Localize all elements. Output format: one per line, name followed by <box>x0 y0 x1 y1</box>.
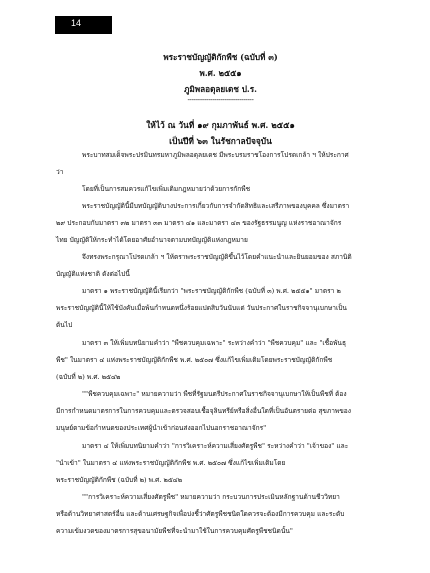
text-line: "นำเข้า" ในมาตรา ๔ แห่งพระราชบัญญัติกักพืช พ.ศ. ๒๕๐๗ ซึ่งแก้ไขเพิ่มเติมโดย <box>56 459 286 467</box>
text-line: จึงทรงพระกรุณาโปรดเกล้า ฯ ให้ตราพระราชบัญญัติขึ้นไว้โดยคำแนะนำและยินยอมของ สภานิติ <box>82 253 352 261</box>
text-line: ต้นไป <box>56 321 73 329</box>
text-line: ""พืชควบคุมเฉพาะ" หมายความว่า พืชที่รัฐมนตรีประกาศในราชกิจจานุเบกษาให้เป็นพืชที่ ต้อง <box>82 390 347 398</box>
act-title: พระราชบัญญัติกักพืช (ฉบับที่ ๓) <box>163 52 278 62</box>
text-line: มนุษย์ตามข้อกำหนดของประเทศผู้นำเข้าก่อนส่งออกไปนอกราชอาณาจักร" <box>56 424 267 432</box>
text-line: มีการกำหนดมาตรการในการควบคุมและตรวจสอบเชื้อจุลินทรีย์หรือสิ่งอื่นใดที่เป็นอันตรายต่อ สุขภาพของ <box>56 407 351 415</box>
text-line: พระราชบัญญัติกักพืช (ฉบับที่ ๒) พ.ศ. ๒๕๔๒ <box>56 476 183 484</box>
text-line: มาตรา ๓ ให้เพิ่มบทนิยามคำว่า "พืชควบคุมเฉพาะ" ระหว่างคำว่า "พืชควบคุม" และ "เชื้อพันธุ <box>82 339 346 347</box>
text-line: หรือด้านวิทยาศาสตร์อื่น และด้านเศรษฐกิจเพื่อบ่งชี้ว่าศัตรูพืชชนิดใดควรจะต้องมีการควบคุม และระดับ <box>56 510 345 518</box>
act-year: พ.ศ. ๒๕๕๑ <box>199 68 242 78</box>
text-line: โดยที่เป็นการสมควรแก้ไขเพิ่มเติมกฎหมายว่าด้วยการกักพืช <box>82 185 251 193</box>
page-number: 14 <box>71 18 82 28</box>
text-line: พระราชบัญญัตินี้ให้ใช้บังคับเมื่อพ้นกำหนดหนึ่งร้อยแปดสิบวันนับแต่ วันประกาศในราชกิจจานุเบกษาเป็น <box>56 304 347 312</box>
text-line: ๒๙ ประกอบกับมาตรา ๓๒ มาตรา ๓๓ มาตรา ๔๑ และมาตรา ๔๓ ของรัฐธรรมนูญ แห่งราชอาณาจักร <box>56 219 342 227</box>
text-line: ไทย บัญญัติให้กระทำได้โดยอาศัยอำนาจตามบทบัญญัติแห่งกฎหมาย <box>56 236 248 244</box>
text-line: บัญญัติแห่งชาติ ดังต่อไปนี้ <box>56 270 130 278</box>
given-date: ให้ไว้ ณ วันที่ ๑๙ กุมภาพันธ์ พ.ศ. ๒๕๕๑ <box>146 120 295 130</box>
text-line: (ฉบับที่ ๒) พ.ศ. ๒๕๔๒ <box>56 373 121 381</box>
king-signature: ภูมิพลอดุลยเดช ป.ร. <box>183 84 258 94</box>
reign-year: เป็นปีที่ ๖๓ ในรัชกาลปัจจุบัน <box>169 136 272 146</box>
text-line: ความเข้มงวดของมาตรการสุขอนามัยพืชที่จะนำมาใช้ในการควบคุมศัตรูพืชชนิดนั้น" <box>56 527 293 535</box>
page-number-tab <box>55 16 112 34</box>
text-line: พืช" ในมาตรา ๔ แห่งพระราชบัญญัติกักพืช พ.ศ. ๒๕๐๗ ซึ่งแก้ไขเพิ่มเติมโดยพระราชบัญญัติกักพืช <box>56 356 333 364</box>
text-line: พระบาทสมเด็จพระปรมินทรมหาภูมิพลอดุลยเดช มีพระบรมราชโองการโปรดเกล้า ฯ ให้ประกาศ <box>82 151 349 159</box>
text-line: มาตรา ๔ ให้เพิ่มบทนิยามคำว่า "การวิเคราะห์ความเสี่ยงศัตรูพืช" ระหว่างคำว่า "เจ้าของ" และ <box>82 442 349 450</box>
text-line: ว่า <box>56 168 64 176</box>
text-line: มาตรา ๑ พระราชบัญญัตินี้เรียกว่า "พระราชบัญญัติกักพืช (ฉบับที่ ๓) พ.ศ. ๒๕๕๑" มาตรา ๒ <box>82 287 341 295</box>
separator-line: -------------------------------- <box>187 96 254 104</box>
text-line: ""การวิเคราะห์ความเสี่ยงศัตรูพืช" หมายความว่า กระบวนการประเมินหลักฐานด้านชีววิทยา <box>82 493 340 501</box>
text-line: พระราชบัญญัตินี้มีบทบัญญัติบางประการเกี่ยวกับการจำกัดสิทธิและเสรีภาพของบุคคล ซึ่งมาตรา <box>82 202 350 210</box>
